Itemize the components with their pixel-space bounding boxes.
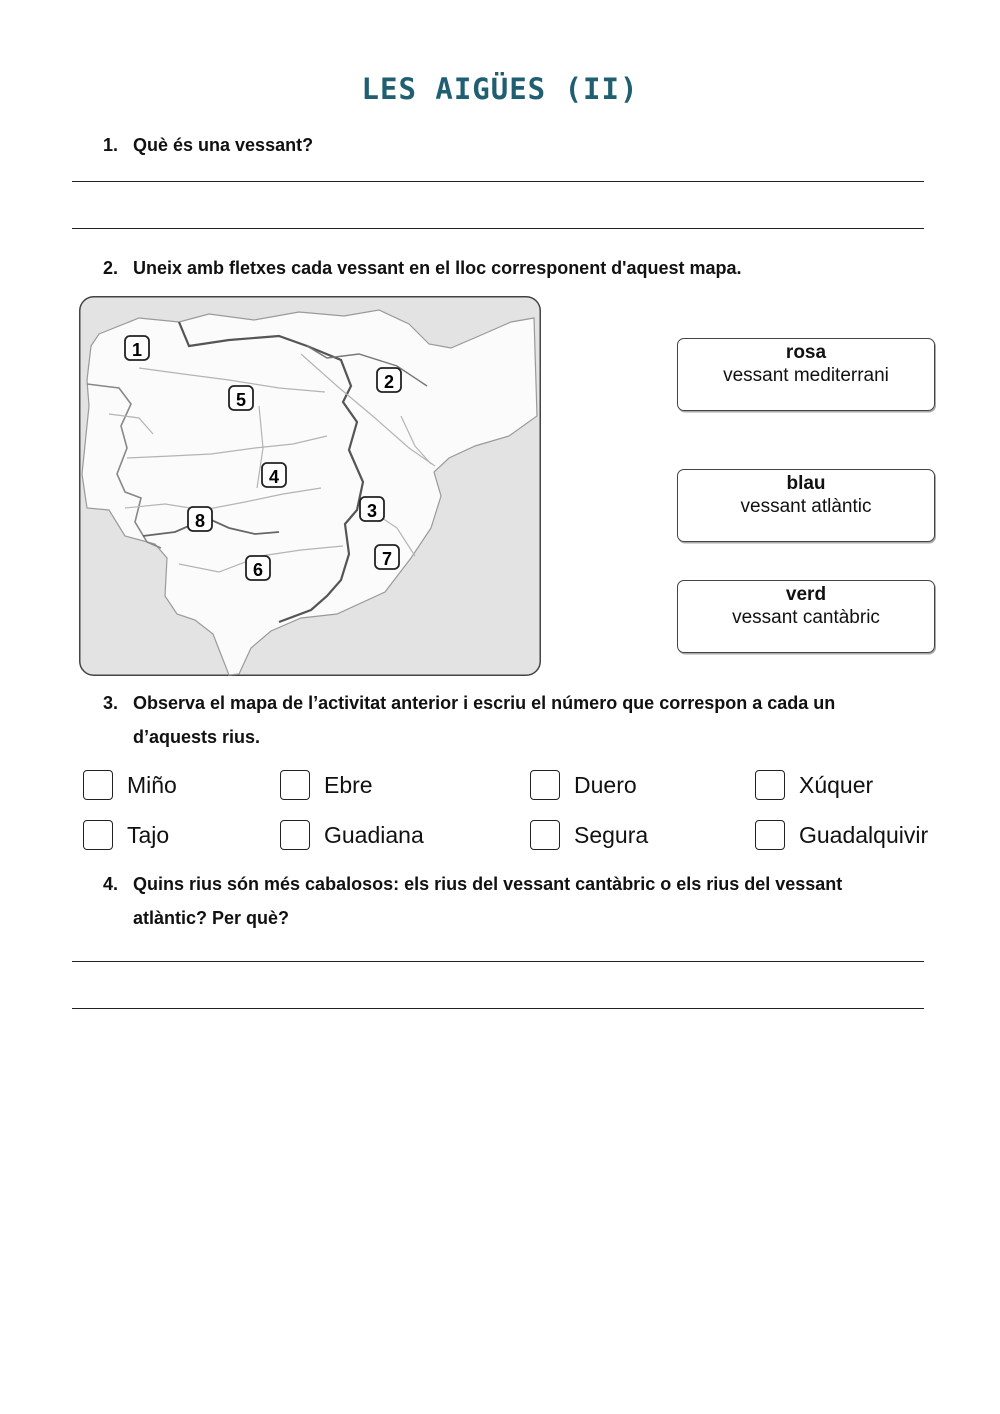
vessant-box-atlantic[interactable]	[677, 469, 935, 542]
spain-rivers-map	[79, 296, 541, 676]
answer-line[interactable]	[72, 961, 924, 962]
river-checkbox[interactable]	[280, 820, 310, 850]
vessant-box-mediterrani[interactable]	[677, 338, 935, 411]
question-number: 2.	[103, 258, 119, 278]
river-checkbox[interactable]	[755, 770, 785, 800]
answer-line[interactable]	[72, 181, 924, 182]
river-label: Tajo	[127, 822, 170, 848]
river-label: Xúquer	[799, 772, 874, 798]
question-text: atlàntic? Per què?	[133, 908, 290, 928]
question-4	[103, 867, 933, 935]
map-label-3: 3	[366, 501, 378, 521]
river-checkbox[interactable]	[530, 820, 560, 850]
map-label-5: 5	[235, 390, 247, 410]
vessant-box-cantabric[interactable]	[677, 580, 935, 653]
question-text: Uneix amb fletxes cada vessant en el lloc corresponent d'aquest mapa.	[133, 258, 742, 278]
question-text: Què és una vessant?	[133, 135, 314, 155]
answer-line[interactable]	[72, 1008, 924, 1009]
map-label-2: 2	[383, 372, 395, 392]
question-text: Quins rius són més cabalosos: els rius del vessant cantàbric o els rius del vessant	[133, 874, 843, 894]
page-title: LES AIGÜES (II)	[361, 72, 639, 106]
question-text: d’aquests rius.	[133, 727, 261, 747]
question-number: 3.	[103, 693, 119, 713]
question-2	[103, 251, 923, 285]
river-checkbox[interactable]	[280, 770, 310, 800]
map-label-1: 1	[131, 340, 143, 360]
question-1	[103, 128, 923, 162]
map-label-8: 8	[194, 511, 206, 531]
question-number: 1.	[103, 135, 119, 155]
river-label: Guadiana	[324, 822, 424, 848]
river-label: Segura	[574, 822, 649, 848]
vessant-name: vessant cantàbric	[732, 607, 880, 628]
question-text: Observa el mapa de l’activitat anterior i escriu el número que correspon a cada un	[133, 693, 836, 713]
vessant-name: vessant atlàntic	[740, 496, 872, 517]
river-label: Ebre	[324, 772, 373, 798]
map-image	[79, 296, 541, 676]
map-label-4: 4	[268, 467, 280, 487]
vessant-color: rosa	[785, 342, 827, 363]
river-label: Guadalquivir	[799, 822, 929, 848]
river-checkbox[interactable]	[755, 820, 785, 850]
river-checkbox[interactable]	[83, 820, 113, 850]
river-label: Miño	[127, 772, 177, 798]
map-label-6: 6	[252, 560, 264, 580]
question-3	[103, 686, 933, 754]
question-number: 4.	[103, 874, 119, 894]
river-checkbox[interactable]	[83, 770, 113, 800]
map-label-7: 7	[381, 549, 393, 569]
vessant-color: blau	[786, 473, 826, 494]
answer-line[interactable]	[72, 228, 924, 229]
river-checkbox[interactable]	[530, 770, 560, 800]
river-label: Duero	[574, 772, 637, 798]
vessant-color: verd	[785, 584, 827, 605]
vessant-name: vessant mediterrani	[723, 365, 889, 386]
